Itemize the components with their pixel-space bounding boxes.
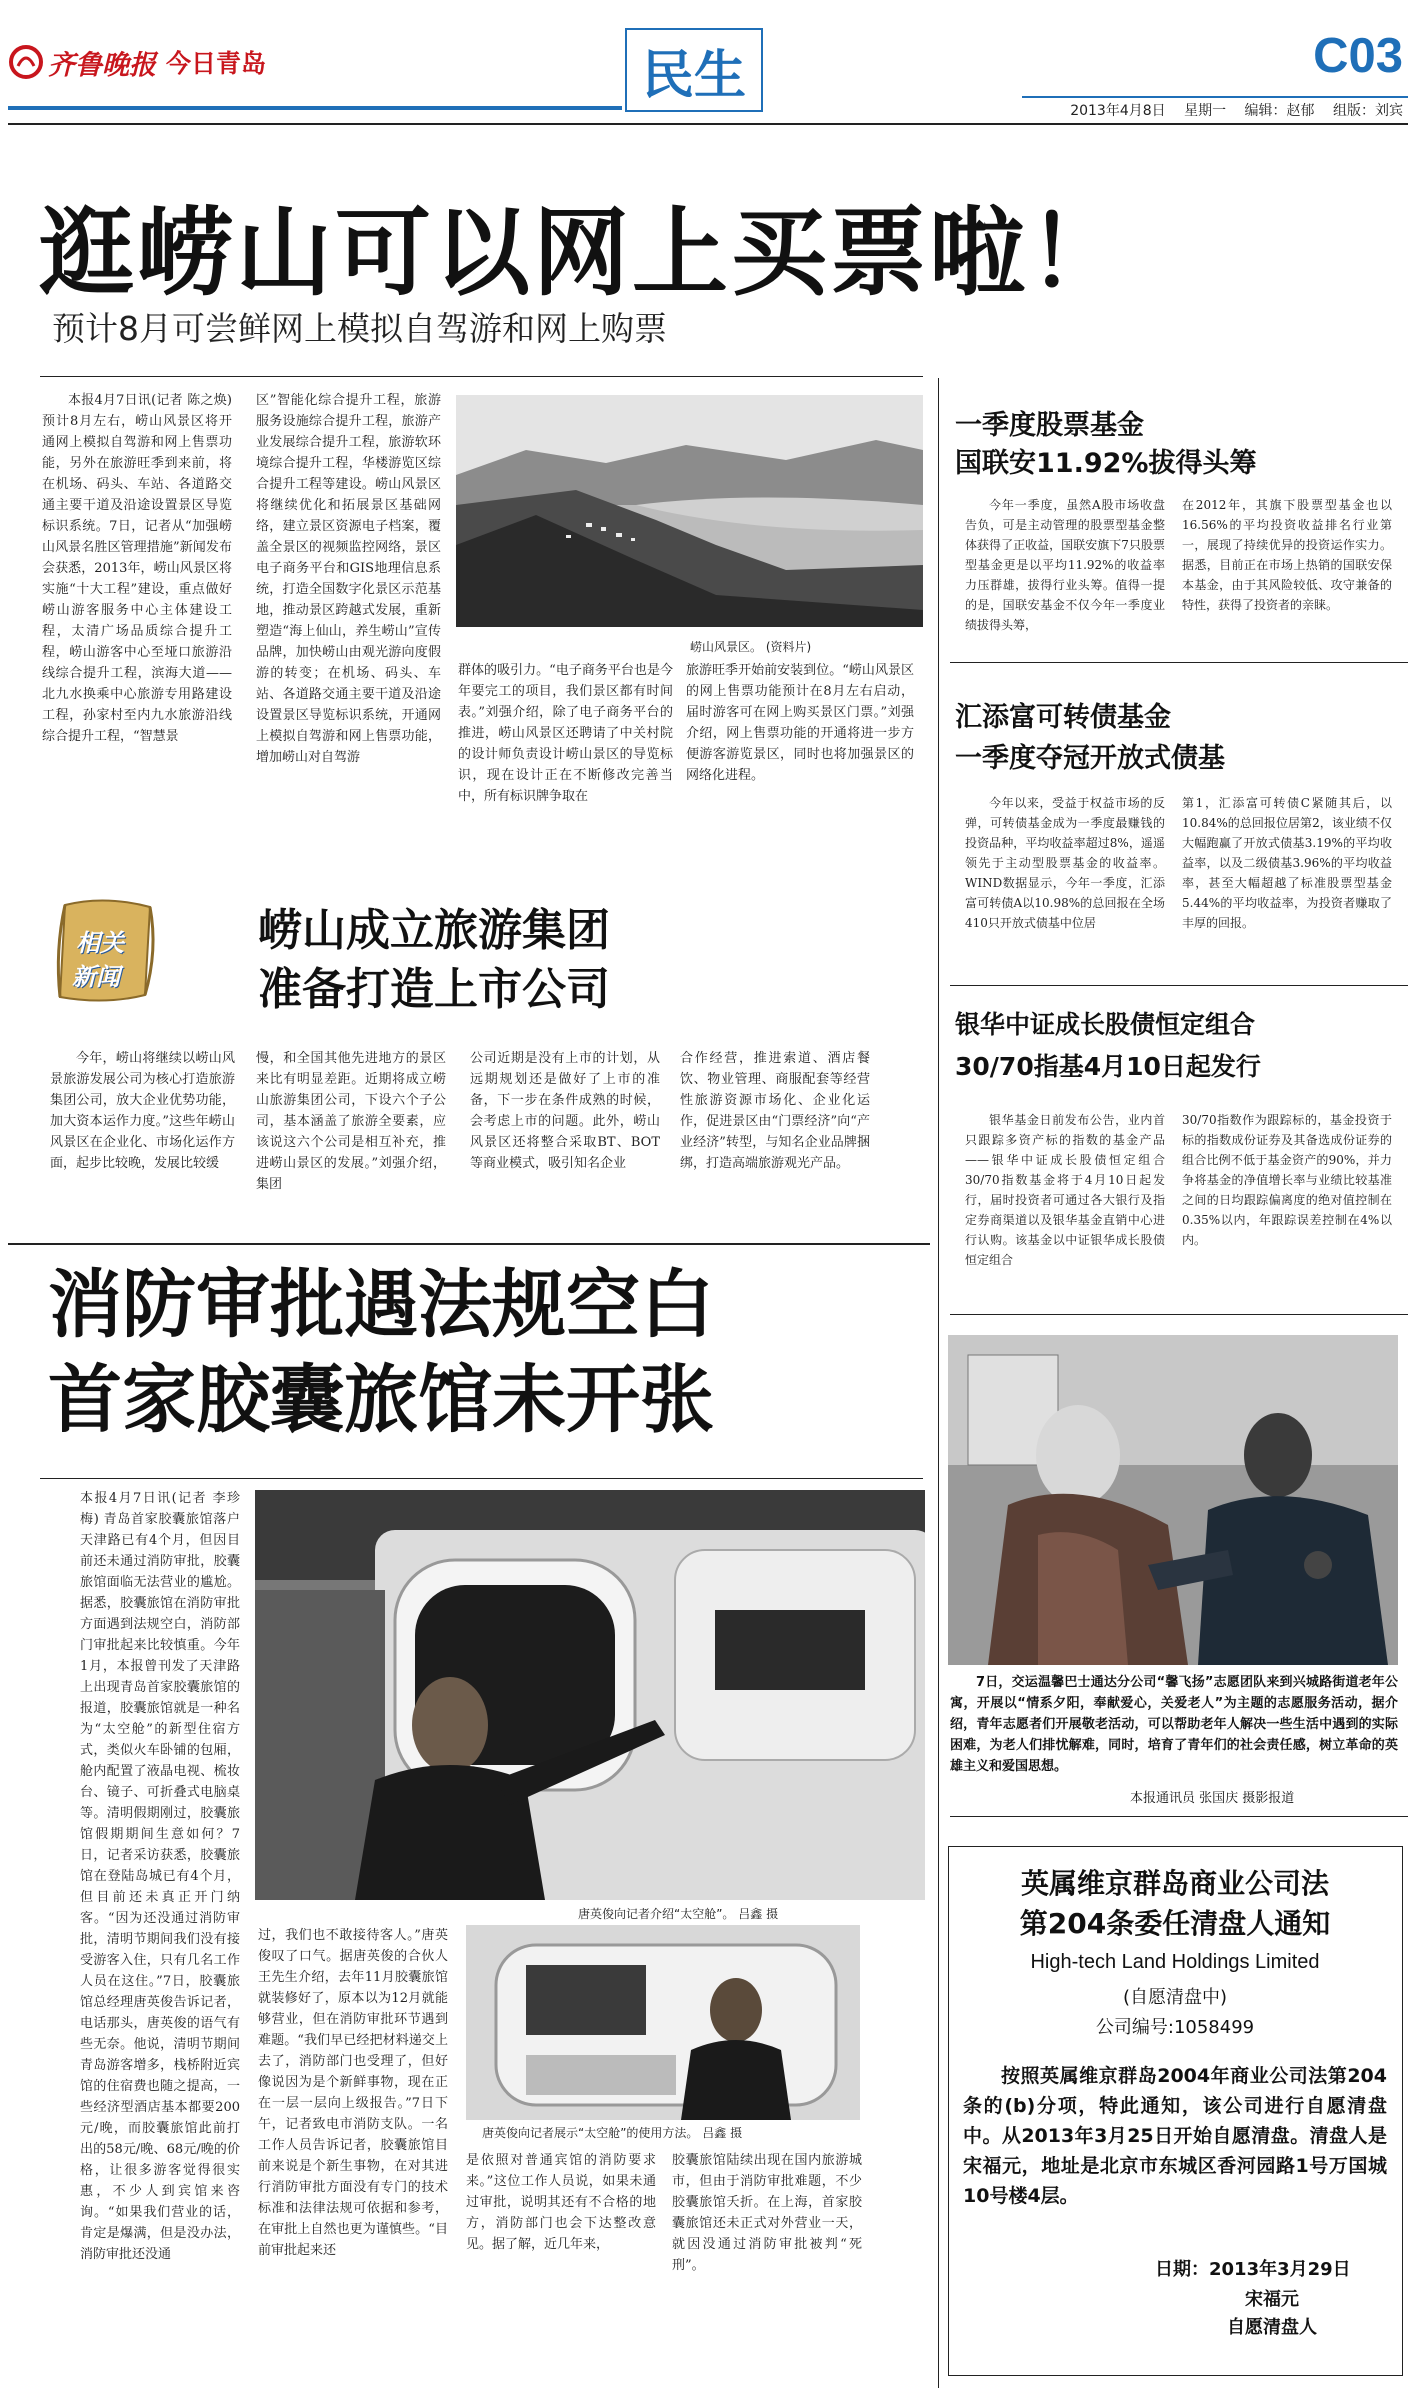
- a1-col-2-text: 区”智能化综合提升工程，旅游服务设施综合提升工程，旅游产业发展综合提升工程，旅游软环境综合提升工程，华楼游览区综合提升工程等建设。崂山风景区将继续优化和拓展景区基础网络，建立景区资源电子档案，覆盖全景区的视频监控网络，景区电子商务平台和GIS地理信息系统，打造全国数字化景区示范基地，推动景区跨越式发展，重新塑造“海上仙山，养生崂山”宣传品牌，加快崂山由观光游向度假游的转变；在机场、码头、车站、各道路交通主要干道及沿途设置景区导览标识系统，开通网上模拟自驾游和网上售票功能，增加崂山对自驾游: [256, 393, 441, 765]
- a1b-col-3-text: 公司近期是没有上市的计划，从远期规划还是做好了上市的准备，下一步在条件成熟的时候，会考虑上市的问题。此外，崂山风景区还将整合采取BT、BOT等商业模式，吸引知名企业: [470, 1051, 660, 1171]
- legal-notice-box: [948, 1846, 1403, 2376]
- r2-col-1: [965, 793, 1165, 978]
- a2-col-4-text: 胶囊旅馆陆续出现在国内旅游城市，但由于消防审批难题，不少胶囊旅馆夭折。在上海，首家胶囊旅馆还未正式对外营业一天，就因没通过消防审批被判“死刑”。: [672, 2153, 862, 2273]
- notice-role: 自愿清盘人: [1227, 2317, 1317, 2338]
- header-meta: [1070, 100, 1403, 120]
- r2-col-2: [1182, 793, 1392, 978]
- a2-col-3-text: 是依照对普通宾馆的消防要求来。”这位工作人员说，如果未通过审批，说明其还有不合格的地方，消防部门也会下达整改意见。据了解，近几年来，: [466, 2153, 656, 2252]
- right-divider-2: [950, 985, 1408, 986]
- logo-mark-icon: [8, 44, 44, 80]
- weekday: 星期一: [1184, 103, 1227, 119]
- a1b-col-3: [470, 1048, 660, 1238]
- badge-top: 相关: [76, 929, 124, 957]
- section-tag: 今日青岛: [166, 49, 267, 78]
- a2-col-1: [80, 1488, 240, 2348]
- capsule-hotel-photo: [255, 1490, 925, 1900]
- a1-photo-laoshan: [456, 395, 923, 627]
- a2-col-2-text: 过，我们也不敢接待客人。”唐英俊叹了口气。据唐英俊的合伙人王先生介绍，去年11月胶囊旅馆就装修好了，原本以为12月就能够营业，但在消防审批环节遇到难题。“我们早已经把材料递交上去了，消防部门也受理了，但好像说因为是个新鲜事物，现在正在一层一层向上级报告。”7日下午，记者致电市消防支队。一名工作人员告诉记者，胶囊旅馆目前来说是个新生事物，在对其进行消防审批方面没有专门的技术标准和法律法规可依据和参考，在审批上自然也更为谨慎些。“目前审批起来还: [258, 1928, 448, 2258]
- a1-col-3-text: 群体的吸引力。“电子商务平台也是今年要完工的项目，我们景区都有时间表。”刘强介绍，除了电子商务平台的推进，崂山风景区还聘请了中关村院的设计师负责设计崂山景区的导览标识，现在设计正在不断修改完善当中，所有标识牌争取在: [458, 663, 673, 804]
- r3-col-1: [965, 1110, 1165, 1300]
- notice-status: (自愿清盘中): [1122, 1987, 1228, 2008]
- a1-col-1: [42, 390, 232, 888]
- r2-headline-1: 汇添富可转债基金: [955, 702, 1171, 733]
- notice-date: 日期：2013年3月29日: [1155, 2259, 1351, 2280]
- a1-photo-caption: 崂山风景区。 (资料片): [690, 640, 812, 654]
- right-divider-3: [950, 1314, 1408, 1315]
- related-news-badge: [50, 895, 160, 1010]
- header-rule-right: [1022, 96, 1408, 98]
- r4-credit: 本报通讯员 张国庆 摄影报道: [1130, 1791, 1295, 1806]
- a1b-col-1: [50, 1048, 235, 1238]
- a2-col-4: [672, 2150, 862, 2350]
- laoshan-landscape-photo: [456, 395, 923, 627]
- r1-col-2: [1182, 495, 1392, 650]
- section-title: 民生: [641, 45, 746, 106]
- r1-headline-2: 国联安11.92%拔得头筹: [955, 448, 1257, 479]
- r1-headline-1: 一季度股票基金: [955, 410, 1144, 441]
- section-box: [625, 28, 763, 112]
- a2-col-1-text: 本报4月7日讯(记者 李珍梅) 青岛首家胶囊旅馆落户天津路已有4个月，但因目前还未通过消防审批，胶囊旅馆面临无法营业的尴尬。据悉，胶囊旅馆在消防审批方面遇到法规空白，消防部门审批起来比较慎重。今年1月，本报曾刊发了天津路上出现青岛首家胶囊旅馆的报道，胶囊旅馆就是一种名为“太空舱”的新型住宿方式，类似火车卧铺的包厢，舱内配置了液晶电视、梳妆台、镜子、可折叠式电脑桌等。清明假期刚过，胶囊旅馆假期期间生意如何？7日，记者采访获悉，胶囊旅馆在登陆岛城已有4个月，但目前还未真正开门纳客。“因为还没通过消防审批，清明节期间我们没有接受游客入住，只有几名工作人员在这住。”7日，胶囊旅馆总经理唐英俊告诉记者，电话那头，唐英俊的语气有些无奈。他说，清明节期间青岛游客增多，栈桥附近宾馆的住宿费也随之提高，一些经济型酒店基本都要200元/晚，而胶囊旅馆此前打出的58元/晚、68元/晚的价格，让很多游客觉得很实惠，不少人到宾馆来咨询。“如果我们营业的话，肯定是爆满，但是没办法，消防审批还没通: [80, 1491, 240, 2262]
- r2-col-2-text: 第1，汇添富可转债C紧随其后，以10.84%的总回报位居第2，该业绩不仅大幅跑赢了开放式债基3.19%的平均收益率，以及二级债基3.96%的平均收益率，甚至大幅超越了标准股票型基金5.44%的平均收益率，为投资者赚取了丰厚的回报。: [1182, 796, 1392, 930]
- editor: 编辑：赵郁: [1244, 103, 1315, 119]
- right-divider-4: [950, 1816, 1408, 1817]
- header-rule-thin: [8, 123, 1408, 125]
- a1b-headline-2: 准备打造上市公司: [258, 964, 610, 1015]
- a2-photo-1-caption: 唐英俊向记者介绍“太空舱”。 吕鑫 摄: [578, 1907, 779, 1921]
- r4-photo: [948, 1335, 1398, 1665]
- r1-col-1-text: 今年一季度，虽然A股市场收盘告负，可是主动管理的股票型基金整体获得了正收益，国联安旗下7只股票型基金更是以平均11.92%的收益率力压群雄，拔得行业头筹。值得一提的是，国联安基金不仅今年一季度业绩拔得头筹，: [965, 498, 1165, 632]
- a1b-col-2-text: 慢，和全国其他先进地方的景区来比有明显差距。近期将成立崂山旅游集团公司，下设六个子公司，基本涵盖了旅游全要素，应该说这六个公司是相互补充，推进崂山景区的发展。”刘强介绍，集团: [256, 1051, 446, 1192]
- r3-col-2-text: 30/70指数作为跟踪标的，基金投资于标的指数成份证券及其备选成份证券的组合比例不低于基金资产的90%，并力争将基金的净值增长率与业绩比较基准之间的日均跟踪偏离度的绝对值控制在0.35%以内，年跟踪误差控制在4%以内。: [1182, 1113, 1392, 1247]
- column-divider: [938, 378, 939, 2388]
- a2-photo-2-caption: 唐英俊向记者展示“太空舱”的使用方法。 吕鑫 摄: [482, 2126, 743, 2140]
- r4-caption: 7日，交运温馨巴士通达分公司“馨飞扬”志愿团队来到兴城路街道老年公寓，开展以“情系夕阳，奉献爱心，关爱老人”为主题的志愿服务活动，据介绍，青年志愿者们开展敬老活动，可以帮助老年人解决一些生活中遇到的实际困难，为老人们排忧解难，同时，培育了青年们的社会责任感，树立革命的英雄主义和爱国思想。: [950, 1675, 1398, 1774]
- r3-col-2: [1182, 1110, 1392, 1300]
- a1-col-4-text: 旅游旺季开始前安装到位。“崂山风景区的网上售票功能预计在8月左右启动，届时游客可在网上购买景区门票。”刘强介绍，网上售票功能的开通将进一步方便游客游览景区，同时也将加强景区的网络化进程。: [686, 663, 914, 783]
- notice-regno: 公司编号:1058499: [1095, 2017, 1255, 2038]
- a1-top-rule: [40, 376, 923, 377]
- r1-col-1: [965, 495, 1165, 650]
- masthead: [0, 0, 1417, 120]
- issue-date: 2013年4月8日: [1070, 103, 1166, 119]
- article-divider-1: [8, 1243, 930, 1245]
- a1b-col-1-text: 今年，崂山将继续以崂山风景旅游发展公司为核心打造旅游集团公司，放大企业优势功能，加大资本运作力度。”这些年崂山风景区在企业化、市场化运作方面，起步比较晚，发展比较缓: [50, 1051, 235, 1171]
- newspaper-logo: [8, 42, 266, 82]
- a2-col-3: [466, 2150, 656, 2350]
- r1-col-2-text: 在2012年，其旗下股票型基金也以16.56%的平均投资收益排名行业第一，展现了持续优异的投资运作实力。据悉，目前正在市场上热销的国联安保本基金，由于其风险较低、攻守兼备的特性，获得了投资者的亲睐。: [1182, 498, 1392, 612]
- a1-col-3: [458, 660, 673, 888]
- a1b-col-4-text: 合作经营，推进索道、酒店餐饮、物业管理、商服配套等经营性旅游资源市场化、企业化运作，促进景区由“门票经济”向“产业经济”转型，与知名企业品牌捆绑，打造高端旅游观光产品。: [680, 1051, 870, 1171]
- capsule-interior-photo: [466, 1925, 860, 2120]
- badge-bottom: 新闻: [72, 963, 120, 991]
- r3-headline-2: 30/70指基4月10日起发行: [955, 1052, 1261, 1081]
- a1b-col-2: [256, 1048, 446, 1238]
- a1b-col-4: [680, 1048, 870, 1238]
- a1-col-2: [256, 390, 441, 888]
- a2-photo-2: [466, 1925, 860, 2120]
- a1-col-4: [686, 660, 914, 888]
- page-number: C03: [1313, 29, 1403, 83]
- a1-subhead: 预计8月可尝鲜网上模拟自驾游和网上购票: [52, 309, 667, 348]
- designer: 组版：刘宾: [1333, 103, 1403, 119]
- a2-headline-1: 消防审批遇法规空白: [48, 1262, 714, 1348]
- a2-top-rule: [40, 1478, 923, 1479]
- r2-col-1-text: 今年以来，受益于权益市场的反弹，可转债基金成为一季度最赚钱的投资品种，平均收益率超过8%，遥遥领先于主动型股票基金的收益率。WIND数据显示，今年一季度，汇添富可转债A以10.98%的总回报在全场410只开放式债基中位居: [965, 796, 1165, 930]
- notice-title-1: 英属维京群岛商业公司法: [1020, 1867, 1329, 1900]
- r3-headline-1: 银华中证成长股债恒定组合: [955, 1010, 1256, 1039]
- a1-col-1-text: 本报4月7日讯(记者 陈之焕) 预计8月左右，崂山风景区将开通网上模拟自驾游和网上售票功能，另外在旅游旺季到来前，将在机场、码头、车站、各道路交通主要干道及沿途设置景区导览标识系统。7日，记者从“加强崂山风景名胜区管理措施”新闻发布会获悉，2013年，崂山风景区将实施“十大工程”建设，重点做好崂山游客服务中心主体建设工程，太清广场品质综合提升工程，崂山游客中心至垭口旅游沿线综合提升工程，滨海大道——北九水换乘中心旅游专用路建设工程，孙家村至内九水旅游沿线综合提升工程，“智慧景: [42, 393, 232, 744]
- volunteer-elderly-photo: [948, 1335, 1398, 1665]
- a2-col-2: [258, 1925, 448, 2348]
- r3-col-1-text: 银华基金日前发布公告，业内首只跟踪多资产标的指数的基金产品——银华中证成长股债恒定组合30/70指数基金将于4月10日起发行，届时投资者可通过各大银行及指定券商渠道以及银华基金直销中心进行认购。该基金以中证银华成长股债恒定组合: [965, 1113, 1165, 1267]
- a1b-headline-1: 崂山成立旅游集团: [258, 905, 610, 956]
- notice-title-2: 第204条委任清盘人通知: [1019, 1907, 1331, 1940]
- notice-company: High-tech Land Holdings Limited: [1030, 1951, 1320, 1973]
- a1-headline: 逛崂山可以网上买票啦！: [38, 197, 1127, 309]
- header-rule-left: [8, 106, 622, 110]
- a2-photo-1: [255, 1490, 925, 1900]
- r2-headline-2: 一季度夺冠开放式债基: [955, 743, 1225, 774]
- a2-headline-2: 首家胶囊旅馆未开张: [48, 1357, 714, 1443]
- notice-signer: 宋福元: [1245, 2289, 1299, 2310]
- right-divider-1: [950, 662, 1408, 663]
- notice-body: 按照英属维京群岛2004年商业公司法第204条的(b)分项，特此通知，该公司进行自愿清盘中。从2013年3月25日开始自愿清盘。清盘人是宋福元，地址是北京市东城区香河园路1号万国城10号楼4层。: [963, 2065, 1387, 2207]
- logo-text: 齐鲁晚报: [48, 49, 156, 81]
